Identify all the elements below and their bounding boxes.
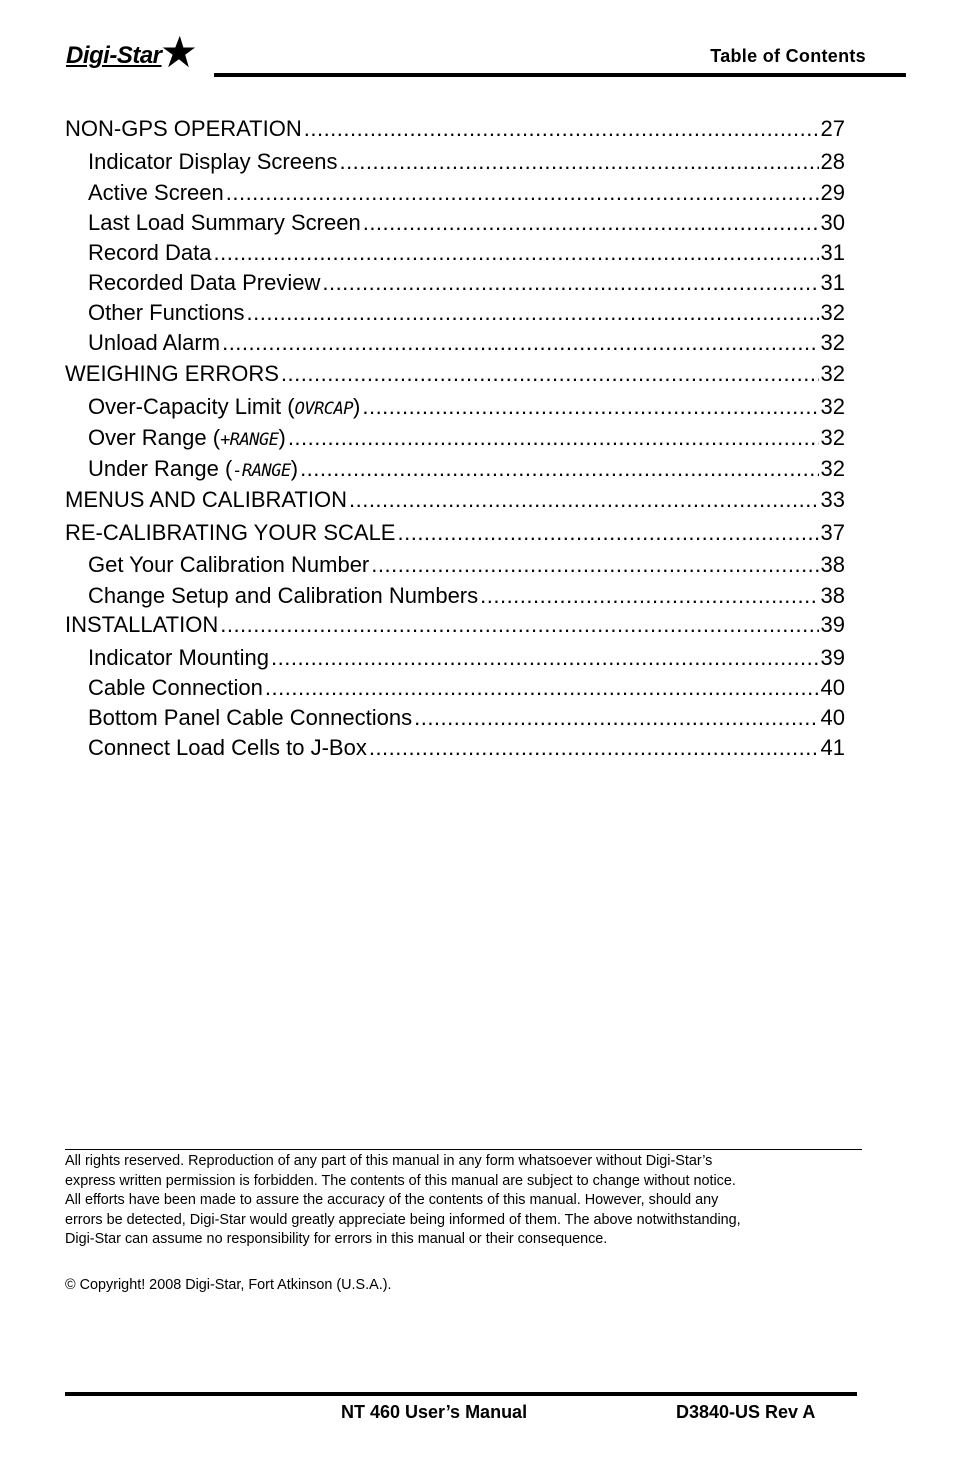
toc-leader-dots [414, 705, 818, 731]
toc-section-entry[interactable] [65, 735, 845, 761]
toc-entry-text: Other Functions [88, 300, 245, 325]
toc-entry-text: Cable Connection [88, 675, 263, 700]
toc-entry-text: Indicator Display Screens [88, 149, 338, 174]
toc-entry-title [88, 240, 212, 266]
toc-entry-text: ) [290, 456, 299, 481]
toc-entry-text: ) [353, 394, 361, 419]
toc-entry-text: Unload Alarm [88, 330, 221, 355]
toc-page-number: 32 [820, 330, 845, 355]
toc-leader-dots [247, 300, 819, 326]
footer-rule [65, 1149, 862, 1150]
toc-entry-text: INSTALLATION [65, 612, 219, 637]
toc-leader-dots [371, 552, 818, 578]
toc-entry-text: MENUS AND CALIBRATION [65, 487, 347, 512]
toc-entry-title [65, 361, 279, 387]
toc-leader-dots [339, 149, 818, 175]
toc-entry-title [88, 735, 367, 761]
toc-entry-title [88, 675, 263, 701]
toc-page-number: 32 [820, 361, 845, 386]
toc-entry-title [65, 612, 218, 638]
toc-entry-title [88, 210, 361, 236]
toc-entry-title [88, 705, 412, 731]
toc-leader-dots [222, 330, 818, 356]
toc-leader-dots [322, 270, 818, 296]
page-header [64, 40, 906, 82]
toc-entry-text: Active Screen [88, 180, 224, 205]
toc-page-number: 29 [820, 180, 845, 205]
toc-entry-text: Indicator Mounting [88, 645, 269, 670]
toc-leader-dots [369, 735, 819, 761]
toc-section-entry[interactable] [65, 675, 845, 701]
toc-entry-text: NON-GPS OPERATION [65, 116, 302, 141]
toc-entry-text: Over-Capacity Limit ( [88, 394, 295, 419]
toc-section-entry[interactable] [65, 270, 845, 296]
toc-entry-text: Last Load Summary Screen [88, 210, 361, 235]
toc-leader-dots [214, 240, 819, 266]
legal-line: Digi-Star can assume no responsibility for errors in this manual or their consequence. [65, 1231, 608, 1248]
manual-name: NT 460 User’s Manual [341, 1402, 528, 1422]
toc-entry-title [65, 116, 302, 142]
toc-page-number: 32 [820, 300, 845, 325]
toc-section-entry[interactable] [65, 645, 845, 671]
toc-section-entry[interactable] [65, 330, 845, 356]
toc-page-number: 37 [820, 520, 845, 545]
toc-entry-title [88, 180, 224, 206]
lcd-display-code: OVRCAP [294, 399, 354, 419]
star-icon [160, 34, 196, 70]
toc-page-number: 39 [820, 612, 845, 637]
toc-section-entry[interactable] [65, 149, 845, 175]
toc-entry-title [88, 425, 286, 451]
toc-page-number: 39 [820, 645, 845, 670]
toc-entry-title [88, 583, 478, 609]
toc-section-entry[interactable] [65, 240, 845, 266]
toc-section-entry[interactable] [65, 456, 845, 482]
toc-chapter-entry[interactable] [65, 612, 845, 638]
toc-entry-title [65, 520, 395, 546]
legal-line: express written permission is forbidden. The contents of this manual are subject to change without notice. [65, 1172, 736, 1189]
legal-line: errors be detected, Digi-Star would greatly appreciate being informed of them. The above notwithstanding, [65, 1211, 741, 1228]
toc-page-number: 32 [820, 425, 845, 450]
toc-entry-text: RE-CALIBRATING YOUR SCALE [65, 520, 396, 545]
digi-star-logo [66, 42, 196, 70]
toc-section-entry[interactable] [65, 425, 845, 451]
toc-leader-dots [288, 425, 819, 451]
toc-section-entry[interactable] [65, 300, 845, 326]
toc-chapter-entry[interactable] [65, 487, 845, 513]
toc-entry-title [88, 300, 245, 326]
toc-leader-dots [220, 612, 818, 638]
toc-page-number: 32 [820, 394, 845, 419]
toc-page-number: 38 [820, 583, 845, 608]
toc-leader-dots [281, 361, 819, 387]
toc-entry-text: Connect Load Cells to J-Box [88, 735, 367, 760]
toc-entry-text: Get Your Calibration Number [88, 552, 370, 577]
toc-entry-title [88, 456, 298, 482]
toc-entry-title [88, 394, 360, 420]
toc-entry-title [65, 487, 347, 513]
logo-text: Digi-Star [66, 42, 162, 69]
toc-entry-title [88, 270, 320, 296]
toc-page-number: 31 [820, 240, 845, 265]
toc-page-number: 40 [820, 675, 845, 700]
toc-leader-dots [226, 180, 819, 206]
toc-entry-text: ) [278, 425, 286, 450]
page-footer-rule [65, 1392, 857, 1396]
toc-section-entry[interactable] [65, 705, 845, 731]
toc-page-number: 27 [820, 116, 845, 141]
section-title: Table of Contents [710, 46, 866, 66]
toc-entry-text: Under Range ( [88, 456, 233, 481]
toc-page-number: 40 [820, 705, 845, 730]
toc-chapter-entry[interactable] [65, 520, 845, 546]
toc-page-number: 28 [820, 149, 845, 174]
toc-leader-dots [363, 210, 819, 236]
toc-page-number: 33 [820, 487, 845, 512]
toc-entry-text: WEIGHING ERRORS [65, 361, 279, 386]
toc-section-entry[interactable] [65, 180, 845, 206]
toc-chapter-entry[interactable] [65, 116, 845, 142]
toc-entry-text: Recorded Data Preview [88, 270, 321, 295]
toc-entry-title [88, 149, 337, 175]
toc-page-number: 32 [820, 456, 845, 481]
toc-leader-dots [300, 456, 818, 482]
toc-leader-dots [271, 645, 819, 671]
legal-line: All rights reserved. Reproduction of any part of this manual in any form whatsoever without Digi-Star’s [65, 1153, 713, 1169]
toc-section-entry[interactable] [65, 394, 845, 420]
toc-page-number: 30 [820, 210, 845, 235]
toc-entry-text: Change Setup and Calibration Numbers [88, 583, 479, 608]
legal-line: All efforts have been made to assure the accuracy of the contents of this manual. However, should any [65, 1192, 719, 1209]
toc-leader-dots [304, 116, 819, 142]
toc-section-entry[interactable] [65, 210, 845, 236]
toc-chapter-entry[interactable] [65, 361, 845, 387]
toc-entry-title [88, 645, 269, 671]
toc-page-number: 41 [820, 735, 845, 760]
toc-page-number: 38 [820, 552, 845, 577]
toc-entry-title [88, 330, 220, 356]
toc-section-entry[interactable] [65, 583, 845, 609]
toc-leader-dots [397, 520, 818, 546]
document-number: D3840-US Rev A [676, 1402, 816, 1422]
lcd-display-code: -RANGE [232, 461, 291, 481]
toc-entry-text: Bottom Panel Cable Connections [88, 705, 413, 730]
lcd-display-code: +RANGE [220, 430, 279, 450]
toc-section-entry[interactable] [65, 552, 845, 578]
toc-leader-dots [480, 583, 818, 609]
header-rule [214, 73, 906, 77]
toc-leader-dots [349, 487, 819, 513]
toc-leader-dots [362, 394, 818, 420]
toc-leader-dots [265, 675, 819, 701]
copyright-notice: © Copyright! 2008 Digi-Star, Fort Atkinson (U.S.A.). [65, 1277, 392, 1293]
toc-entry-text: Over Range ( [88, 425, 221, 450]
toc-entry-text: Record Data [88, 240, 212, 265]
toc-entry-title [88, 552, 369, 578]
legal-notice [65, 1152, 865, 1250]
toc-page-number: 31 [820, 270, 845, 295]
